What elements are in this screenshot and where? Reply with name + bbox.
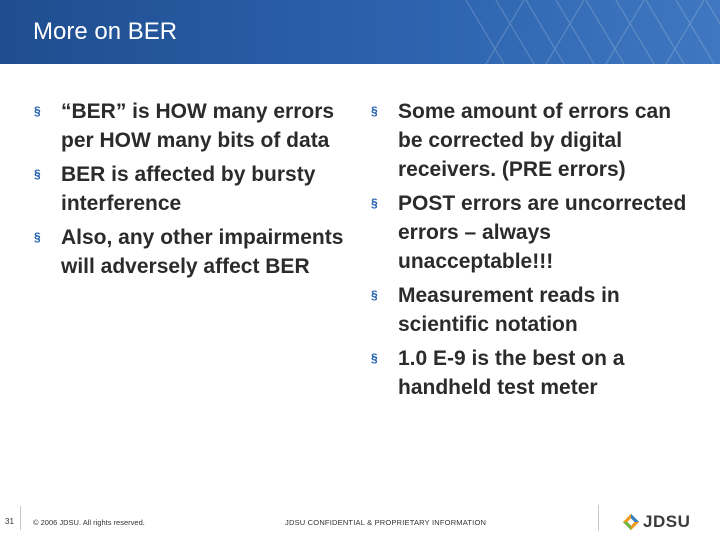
logo-text: JDSU	[643, 512, 691, 531]
logo-divider	[598, 505, 599, 531]
bullet-marker-icon: §	[371, 351, 378, 365]
bullet-marker-icon: §	[371, 104, 378, 118]
bullet-text: 1.0 E-9 is the best on a handheld test meter	[398, 347, 625, 399]
slide-header	[0, 0, 720, 64]
right-bullet-column	[371, 97, 691, 407]
bullet-text: Also, any other impairments will adversely affect BER	[61, 226, 344, 278]
jdsu-logo-icon	[622, 513, 640, 531]
footer-divider	[20, 506, 21, 530]
bullet-text: “BER” is HOW many errors per HOW many bits of data	[61, 100, 335, 152]
jdsu-logo	[622, 512, 690, 532]
bullet-marker-icon: §	[34, 167, 41, 181]
bullet-item	[34, 97, 354, 155]
bullet-text: BER is affected by bursty interference	[61, 163, 316, 215]
bullet-item	[371, 344, 691, 402]
slide-title: More on BER	[33, 18, 178, 45]
bullet-item	[371, 189, 691, 276]
left-bullet-column	[34, 97, 354, 286]
bullet-text: Some amount of errors can be corrected by digital receivers. (PRE errors)	[398, 100, 672, 181]
page-number: 31	[5, 517, 14, 526]
copyright-text: © 2006 JDSU. All rights reserved.	[33, 518, 145, 527]
bullet-item	[371, 281, 691, 339]
header-pattern	[420, 0, 720, 64]
confidential-notice: JDSU CONFIDENTIAL & PROPRIETARY INFORMATION	[285, 518, 487, 527]
bullet-item	[34, 223, 354, 281]
bullet-marker-icon: §	[371, 196, 378, 210]
bullet-text: POST errors are uncorrected errors – always unacceptable!!!	[398, 192, 687, 273]
bullet-item	[34, 160, 354, 218]
bullet-marker-icon: §	[34, 230, 41, 244]
bullet-text: Measurement reads in scientific notation	[398, 284, 620, 336]
bullet-marker-icon: §	[371, 288, 378, 302]
bullet-item	[371, 97, 691, 184]
bullet-marker-icon: §	[34, 104, 41, 118]
